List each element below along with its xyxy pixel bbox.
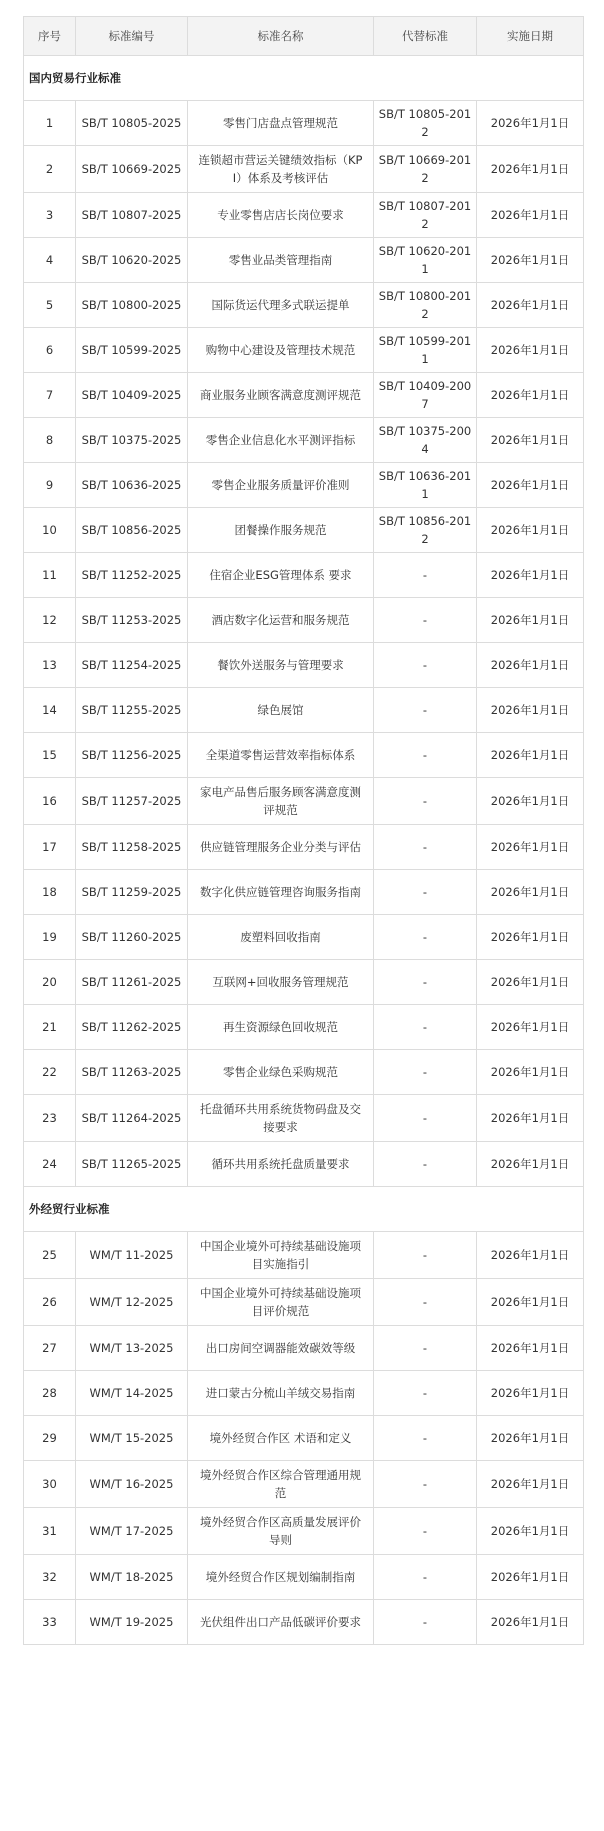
standard-code-cell: WM/T 17-2025 <box>76 1508 188 1555</box>
standards-table <box>23 16 584 1645</box>
standard-code-cell: SB/T 11262-2025 <box>76 1005 188 1050</box>
replaced-standard-cell: - <box>374 553 477 598</box>
table-row <box>24 915 584 960</box>
replaced-standard-cell: - <box>374 870 477 915</box>
effective-date-cell: 2026年1月1日 <box>477 146 584 193</box>
row-number-cell: 33 <box>24 1600 76 1645</box>
row-number-cell: 27 <box>24 1326 76 1371</box>
table-row <box>24 1371 584 1416</box>
effective-date-cell: 2026年1月1日 <box>477 328 584 373</box>
table-row <box>24 1461 584 1508</box>
effective-date-cell: 2026年1月1日 <box>477 778 584 825</box>
row-number-cell: 17 <box>24 825 76 870</box>
row-number-cell: 1 <box>24 101 76 146</box>
effective-date-cell: 2026年1月1日 <box>477 1600 584 1645</box>
row-number-cell: 6 <box>24 328 76 373</box>
standard-name-cell: 零售门店盘点管理规范 <box>188 101 374 146</box>
standard-code-cell: WM/T 16-2025 <box>76 1461 188 1508</box>
table-row <box>24 1555 584 1600</box>
row-number-cell: 13 <box>24 643 76 688</box>
table-row <box>24 960 584 1005</box>
standard-name-cell: 全渠道零售运营效率指标体系 <box>188 733 374 778</box>
effective-date-cell: 2026年1月1日 <box>477 960 584 1005</box>
table-row <box>24 373 584 418</box>
standard-name-cell: 酒店数字化运营和服务规范 <box>188 598 374 643</box>
standard-code-cell: SB/T 11252-2025 <box>76 553 188 598</box>
effective-date-cell: 2026年1月1日 <box>477 463 584 508</box>
replaced-standard-cell: SB/T 10805-2012 <box>374 101 477 146</box>
standard-code-cell: SB/T 10620-2025 <box>76 238 188 283</box>
row-number-cell: 2 <box>24 146 76 193</box>
effective-date-cell: 2026年1月1日 <box>477 1416 584 1461</box>
effective-date-cell: 2026年1月1日 <box>477 373 584 418</box>
standard-code-cell: WM/T 18-2025 <box>76 1555 188 1600</box>
row-number-cell: 22 <box>24 1050 76 1095</box>
row-number-cell: 23 <box>24 1095 76 1142</box>
table-row <box>24 825 584 870</box>
standard-code-cell: SB/T 11257-2025 <box>76 778 188 825</box>
row-number-cell: 29 <box>24 1416 76 1461</box>
standard-code-cell: SB/T 11258-2025 <box>76 825 188 870</box>
row-number-cell: 25 <box>24 1232 76 1279</box>
standard-name-cell: 餐饮外送服务与管理要求 <box>188 643 374 688</box>
effective-date-cell: 2026年1月1日 <box>477 283 584 328</box>
row-number-cell: 9 <box>24 463 76 508</box>
standard-code-cell: WM/T 13-2025 <box>76 1326 188 1371</box>
row-number-cell: 11 <box>24 553 76 598</box>
row-number-cell: 19 <box>24 915 76 960</box>
table-row <box>24 508 584 553</box>
table-row <box>24 1232 584 1279</box>
effective-date-cell: 2026年1月1日 <box>477 553 584 598</box>
replaced-standard-cell: - <box>374 1508 477 1555</box>
table-body <box>24 56 584 1645</box>
replaced-standard-cell: - <box>374 598 477 643</box>
table-row <box>24 283 584 328</box>
replaced-standard-cell: - <box>374 915 477 960</box>
standard-code-cell: SB/T 10599-2025 <box>76 328 188 373</box>
standard-code-cell: SB/T 10800-2025 <box>76 283 188 328</box>
row-number-cell: 12 <box>24 598 76 643</box>
row-number-cell: 5 <box>24 283 76 328</box>
table-row <box>24 778 584 825</box>
row-number-cell: 30 <box>24 1461 76 1508</box>
row-number-cell: 15 <box>24 733 76 778</box>
row-number-cell: 14 <box>24 688 76 733</box>
standard-name-cell: 进口蒙古分梳山羊绒交易指南 <box>188 1371 374 1416</box>
section-title: 外经贸行业标准 <box>24 1187 584 1232</box>
replaced-standard-cell: SB/T 10636-2011 <box>374 463 477 508</box>
effective-date-cell: 2026年1月1日 <box>477 1142 584 1187</box>
replaced-standard-cell: SB/T 10375-2004 <box>374 418 477 463</box>
row-number-cell: 4 <box>24 238 76 283</box>
header-code: 标准编号 <box>76 17 188 56</box>
standard-name-cell: 零售企业服务质量评价准则 <box>188 463 374 508</box>
table-row <box>24 1326 584 1371</box>
table-row <box>24 1279 584 1326</box>
header-date: 实施日期 <box>477 17 584 56</box>
effective-date-cell: 2026年1月1日 <box>477 1371 584 1416</box>
standard-name-cell: 境外经贸合作区高质量发展评价导则 <box>188 1508 374 1555</box>
effective-date-cell: 2026年1月1日 <box>477 238 584 283</box>
row-number-cell: 3 <box>24 193 76 238</box>
effective-date-cell: 2026年1月1日 <box>477 870 584 915</box>
effective-date-cell: 2026年1月1日 <box>477 508 584 553</box>
standard-name-cell: 零售业品类管理指南 <box>188 238 374 283</box>
standard-name-cell: 住宿企业ESG管理体系 要求 <box>188 553 374 598</box>
standards-table-container <box>23 16 583 1645</box>
replaced-standard-cell: SB/T 10620-2011 <box>374 238 477 283</box>
replaced-standard-cell: - <box>374 1416 477 1461</box>
replaced-standard-cell: - <box>374 778 477 825</box>
section-title: 国内贸易行业标准 <box>24 56 584 101</box>
standard-name-cell: 境外经贸合作区规划编制指南 <box>188 1555 374 1600</box>
table-row <box>24 146 584 193</box>
replaced-standard-cell: - <box>374 1555 477 1600</box>
replaced-standard-cell: SB/T 10856-2012 <box>374 508 477 553</box>
table-row <box>24 101 584 146</box>
table-row <box>24 1095 584 1142</box>
replaced-standard-cell: - <box>374 960 477 1005</box>
effective-date-cell: 2026年1月1日 <box>477 193 584 238</box>
row-number-cell: 32 <box>24 1555 76 1600</box>
effective-date-cell: 2026年1月1日 <box>477 1279 584 1326</box>
standard-code-cell: SB/T 11263-2025 <box>76 1050 188 1095</box>
standard-code-cell: WM/T 15-2025 <box>76 1416 188 1461</box>
effective-date-cell: 2026年1月1日 <box>477 688 584 733</box>
table-row <box>24 733 584 778</box>
replaced-standard-cell: - <box>374 825 477 870</box>
table-row <box>24 688 584 733</box>
standard-code-cell: SB/T 11253-2025 <box>76 598 188 643</box>
effective-date-cell: 2026年1月1日 <box>477 1508 584 1555</box>
section-header-row <box>24 1187 584 1232</box>
replaced-standard-cell: - <box>374 1005 477 1050</box>
standard-name-cell: 托盘循环共用系统货物码盘及交接要求 <box>188 1095 374 1142</box>
standard-code-cell: WM/T 14-2025 <box>76 1371 188 1416</box>
effective-date-cell: 2026年1月1日 <box>477 1095 584 1142</box>
standard-name-cell: 废塑料回收指南 <box>188 915 374 960</box>
table-row <box>24 193 584 238</box>
table-row <box>24 1416 584 1461</box>
row-number-cell: 31 <box>24 1508 76 1555</box>
replaced-standard-cell: - <box>374 688 477 733</box>
effective-date-cell: 2026年1月1日 <box>477 1555 584 1600</box>
standard-name-cell: 零售企业绿色采购规范 <box>188 1050 374 1095</box>
standard-name-cell: 商业服务业顾客满意度测评规范 <box>188 373 374 418</box>
effective-date-cell: 2026年1月1日 <box>477 598 584 643</box>
effective-date-cell: 2026年1月1日 <box>477 1461 584 1508</box>
table-row <box>24 870 584 915</box>
standard-code-cell: SB/T 10375-2025 <box>76 418 188 463</box>
standard-code-cell: SB/T 10409-2025 <box>76 373 188 418</box>
header-name: 标准名称 <box>188 17 374 56</box>
standard-name-cell: 互联网+回收服务管理规范 <box>188 960 374 1005</box>
standard-name-cell: 购物中心建设及管理技术规范 <box>188 328 374 373</box>
header-replaces: 代替标准 <box>374 17 477 56</box>
standard-code-cell: WM/T 12-2025 <box>76 1279 188 1326</box>
standard-code-cell: SB/T 10856-2025 <box>76 508 188 553</box>
standard-code-cell: SB/T 11259-2025 <box>76 870 188 915</box>
table-row <box>24 598 584 643</box>
standard-name-cell: 循环共用系统托盘质量要求 <box>188 1142 374 1187</box>
table-row <box>24 238 584 283</box>
table-row <box>24 1005 584 1050</box>
replaced-standard-cell: - <box>374 1095 477 1142</box>
standard-code-cell: WM/T 19-2025 <box>76 1600 188 1645</box>
effective-date-cell: 2026年1月1日 <box>477 101 584 146</box>
replaced-standard-cell: SB/T 10800-2012 <box>374 283 477 328</box>
standard-name-cell: 境外经贸合作区 术语和定义 <box>188 1416 374 1461</box>
row-number-cell: 24 <box>24 1142 76 1187</box>
effective-date-cell: 2026年1月1日 <box>477 1232 584 1279</box>
table-row <box>24 418 584 463</box>
replaced-standard-cell: - <box>374 1050 477 1095</box>
standard-name-cell: 零售企业信息化水平测评指标 <box>188 418 374 463</box>
effective-date-cell: 2026年1月1日 <box>477 1326 584 1371</box>
replaced-standard-cell: - <box>374 1371 477 1416</box>
effective-date-cell: 2026年1月1日 <box>477 733 584 778</box>
table-row <box>24 1508 584 1555</box>
standard-code-cell: SB/T 10807-2025 <box>76 193 188 238</box>
standard-name-cell: 中国企业境外可持续基础设施项目实施指引 <box>188 1232 374 1279</box>
standard-name-cell: 光伏组件出口产品低碳评价要求 <box>188 1600 374 1645</box>
replaced-standard-cell: SB/T 10599-2011 <box>374 328 477 373</box>
standard-code-cell: SB/T 11255-2025 <box>76 688 188 733</box>
row-number-cell: 8 <box>24 418 76 463</box>
replaced-standard-cell: - <box>374 1279 477 1326</box>
standard-name-cell: 国际货运代理多式联运提单 <box>188 283 374 328</box>
standard-name-cell: 境外经贸合作区综合管理通用规范 <box>188 1461 374 1508</box>
standard-code-cell: SB/T 11260-2025 <box>76 915 188 960</box>
replaced-standard-cell: - <box>374 1232 477 1279</box>
row-number-cell: 10 <box>24 508 76 553</box>
replaced-standard-cell: - <box>374 1142 477 1187</box>
effective-date-cell: 2026年1月1日 <box>477 825 584 870</box>
replaced-standard-cell: - <box>374 1600 477 1645</box>
standard-name-cell: 团餐操作服务规范 <box>188 508 374 553</box>
standard-name-cell: 数字化供应链管理咨询服务指南 <box>188 870 374 915</box>
replaced-standard-cell: SB/T 10669-2012 <box>374 146 477 193</box>
row-number-cell: 26 <box>24 1279 76 1326</box>
header-no: 序号 <box>24 17 76 56</box>
standard-code-cell: SB/T 11254-2025 <box>76 643 188 688</box>
replaced-standard-cell: - <box>374 733 477 778</box>
replaced-standard-cell: - <box>374 1326 477 1371</box>
standard-name-cell: 连锁超市营运关键绩效指标（KPI）体系及考核评估 <box>188 146 374 193</box>
standard-name-cell: 供应链管理服务企业分类与评估 <box>188 825 374 870</box>
table-row <box>24 643 584 688</box>
effective-date-cell: 2026年1月1日 <box>477 418 584 463</box>
row-number-cell: 18 <box>24 870 76 915</box>
replaced-standard-cell: SB/T 10807-2012 <box>374 193 477 238</box>
effective-date-cell: 2026年1月1日 <box>477 915 584 960</box>
table-row <box>24 328 584 373</box>
table-row <box>24 1600 584 1645</box>
standard-name-cell: 家电产品售后服务顾客满意度测评规范 <box>188 778 374 825</box>
table-row <box>24 553 584 598</box>
standard-code-cell: SB/T 11265-2025 <box>76 1142 188 1187</box>
standard-name-cell: 再生资源绿色回收规范 <box>188 1005 374 1050</box>
table-row <box>24 1142 584 1187</box>
effective-date-cell: 2026年1月1日 <box>477 1050 584 1095</box>
effective-date-cell: 2026年1月1日 <box>477 643 584 688</box>
replaced-standard-cell: SB/T 10409-2007 <box>374 373 477 418</box>
table-row <box>24 1050 584 1095</box>
replaced-standard-cell: - <box>374 1461 477 1508</box>
row-number-cell: 7 <box>24 373 76 418</box>
row-number-cell: 28 <box>24 1371 76 1416</box>
standard-code-cell: SB/T 10669-2025 <box>76 146 188 193</box>
standard-code-cell: SB/T 11264-2025 <box>76 1095 188 1142</box>
section-header-row <box>24 56 584 101</box>
table-header <box>24 17 584 56</box>
standard-name-cell: 出口房间空调器能效碳效等级 <box>188 1326 374 1371</box>
standard-code-cell: SB/T 10805-2025 <box>76 101 188 146</box>
replaced-standard-cell: - <box>374 643 477 688</box>
standard-code-cell: SB/T 10636-2025 <box>76 463 188 508</box>
standard-name-cell: 绿色展馆 <box>188 688 374 733</box>
row-number-cell: 20 <box>24 960 76 1005</box>
standard-code-cell: SB/T 11261-2025 <box>76 960 188 1005</box>
standard-name-cell: 专业零售店店长岗位要求 <box>188 193 374 238</box>
effective-date-cell: 2026年1月1日 <box>477 1005 584 1050</box>
standard-code-cell: SB/T 11256-2025 <box>76 733 188 778</box>
header-row <box>24 17 584 56</box>
row-number-cell: 16 <box>24 778 76 825</box>
standard-code-cell: WM/T 11-2025 <box>76 1232 188 1279</box>
row-number-cell: 21 <box>24 1005 76 1050</box>
standard-name-cell: 中国企业境外可持续基础设施项目评价规范 <box>188 1279 374 1326</box>
table-row <box>24 463 584 508</box>
